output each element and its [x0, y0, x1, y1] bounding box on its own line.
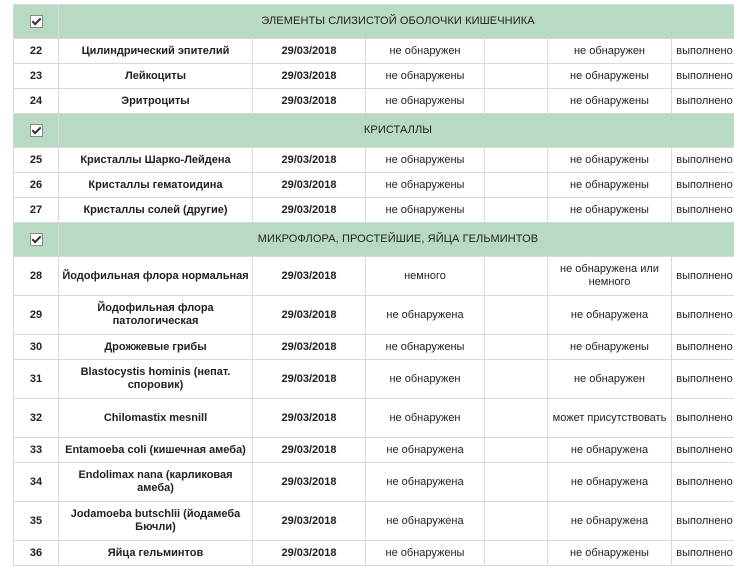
- empty-cell: [485, 296, 548, 335]
- test-status: выполнено: [672, 399, 734, 438]
- test-status: выполнено: [672, 360, 734, 399]
- reference-value: не обнаружена: [548, 502, 672, 541]
- reference-value: не обнаружена или немного: [548, 257, 672, 296]
- test-status: выполнено: [672, 463, 734, 502]
- table-row: [14, 148, 734, 173]
- test-name: Цилиндрический эпителий: [59, 39, 253, 64]
- row-number: 22: [14, 39, 59, 64]
- test-name: Эритроциты: [59, 89, 253, 114]
- test-result: не обнаружен: [366, 360, 485, 399]
- test-name: Йодофильная флора патологическая: [59, 296, 253, 335]
- table-row: [14, 198, 734, 223]
- test-result: не обнаружена: [366, 296, 485, 335]
- empty-cell: [485, 148, 548, 173]
- test-status: выполнено: [672, 438, 734, 463]
- test-result: не обнаружен: [366, 39, 485, 64]
- section-title: КРИСТАЛЛЫ: [59, 114, 734, 148]
- table-row: [14, 502, 734, 541]
- reference-value: не обнаружены: [548, 148, 672, 173]
- test-result: не обнаружены: [366, 89, 485, 114]
- table-row: [14, 438, 734, 463]
- test-status: выполнено: [672, 198, 734, 223]
- test-name: Дрожжевые грибы: [59, 335, 253, 360]
- section-title: МИКРОФЛОРА, ПРОСТЕЙШИЕ, ЯЙЦА ГЕЛЬМИНТОВ: [59, 223, 734, 257]
- test-date: 29/03/2018: [253, 399, 366, 438]
- test-result: немного: [366, 257, 485, 296]
- test-result: не обнаружены: [366, 148, 485, 173]
- test-status: выполнено: [672, 173, 734, 198]
- row-number: 34: [14, 463, 59, 502]
- row-number: 33: [14, 438, 59, 463]
- test-result: не обнаружена: [366, 502, 485, 541]
- row-number: 25: [14, 148, 59, 173]
- table-row: [14, 257, 734, 296]
- section-checkbox-cell: [14, 5, 59, 39]
- test-date: 29/03/2018: [253, 296, 366, 335]
- row-number: 30: [14, 335, 59, 360]
- table-row: [14, 463, 734, 502]
- reference-value: не обнаружена: [548, 296, 672, 335]
- test-date: 29/03/2018: [253, 198, 366, 223]
- section-header: [14, 5, 734, 39]
- test-date: 29/03/2018: [253, 64, 366, 89]
- section-checkbox[interactable]: [30, 15, 43, 28]
- test-date: 29/03/2018: [253, 39, 366, 64]
- test-name: Jodamoeba butschlii (йодамеба Бючли): [59, 502, 253, 541]
- table-row: [14, 335, 734, 360]
- test-status: выполнено: [672, 39, 734, 64]
- test-result: не обнаружены: [366, 541, 485, 566]
- row-number: 24: [14, 89, 59, 114]
- row-number: 36: [14, 541, 59, 566]
- table-row: [14, 39, 734, 64]
- row-number: 26: [14, 173, 59, 198]
- test-result: не обнаружены: [366, 198, 485, 223]
- section-checkbox-cell: [14, 114, 59, 148]
- empty-cell: [485, 399, 548, 438]
- test-name: Яйца гельминтов: [59, 541, 253, 566]
- test-name: Entamoeba coli (кишечная амеба): [59, 438, 253, 463]
- test-date: 29/03/2018: [253, 89, 366, 114]
- test-result: не обнаружены: [366, 64, 485, 89]
- test-name: Лейкоциты: [59, 64, 253, 89]
- test-result: не обнаружена: [366, 463, 485, 502]
- section-checkbox-cell: [14, 223, 59, 257]
- test-result: не обнаружена: [366, 438, 485, 463]
- test-status: выполнено: [672, 335, 734, 360]
- row-number: 23: [14, 64, 59, 89]
- test-status: выполнено: [672, 148, 734, 173]
- section-header: [14, 223, 734, 257]
- reference-value: не обнаружена: [548, 438, 672, 463]
- test-status: выполнено: [672, 502, 734, 541]
- empty-cell: [485, 335, 548, 360]
- test-result: не обнаружены: [366, 173, 485, 198]
- reference-value: не обнаружена: [548, 463, 672, 502]
- test-date: 29/03/2018: [253, 148, 366, 173]
- test-date: 29/03/2018: [253, 360, 366, 399]
- test-status: выполнено: [672, 64, 734, 89]
- test-date: 29/03/2018: [253, 502, 366, 541]
- empty-cell: [485, 64, 548, 89]
- empty-cell: [485, 89, 548, 114]
- row-number: 28: [14, 257, 59, 296]
- section-checkbox[interactable]: [30, 124, 43, 137]
- empty-cell: [485, 541, 548, 566]
- results-body: [14, 5, 734, 566]
- empty-cell: [485, 502, 548, 541]
- empty-cell: [485, 198, 548, 223]
- reference-value: может присутствовать: [548, 399, 672, 438]
- reference-value: не обнаружен: [548, 39, 672, 64]
- test-result: не обнаружен: [366, 399, 485, 438]
- row-number: 27: [14, 198, 59, 223]
- empty-cell: [485, 438, 548, 463]
- empty-cell: [485, 257, 548, 296]
- test-status: выполнено: [672, 541, 734, 566]
- test-name: Кристаллы гематоидина: [59, 173, 253, 198]
- table-row: [14, 541, 734, 566]
- reference-value: не обнаружены: [548, 198, 672, 223]
- test-name: Кристаллы солей (другие): [59, 198, 253, 223]
- section-checkbox[interactable]: [30, 233, 43, 246]
- test-date: 29/03/2018: [253, 257, 366, 296]
- test-name: Йодофильная флора нормальная: [59, 257, 253, 296]
- reference-value: не обнаружены: [548, 89, 672, 114]
- test-name: Blastocystis hominis (непат. споровик): [59, 360, 253, 399]
- results-table: [13, 4, 734, 566]
- test-status: выполнено: [672, 257, 734, 296]
- row-number: 35: [14, 502, 59, 541]
- test-date: 29/03/2018: [253, 463, 366, 502]
- test-date: 29/03/2018: [253, 541, 366, 566]
- table-row: [14, 360, 734, 399]
- reference-value: не обнаружены: [548, 335, 672, 360]
- test-date: 29/03/2018: [253, 438, 366, 463]
- reference-value: не обнаружены: [548, 173, 672, 198]
- test-name: Endolimax nana (карликовая амеба): [59, 463, 253, 502]
- test-name: Chilomastix mesnill: [59, 399, 253, 438]
- row-number: 29: [14, 296, 59, 335]
- table-row: [14, 296, 734, 335]
- section-title: ЭЛЕМЕНТЫ СЛИЗИСТОЙ ОБОЛОЧКИ КИШЕЧНИКА: [59, 5, 734, 39]
- test-status: выполнено: [672, 89, 734, 114]
- test-name: Кристаллы Шарко-Лейдена: [59, 148, 253, 173]
- reference-value: не обнаружены: [548, 64, 672, 89]
- test-status: выполнено: [672, 296, 734, 335]
- row-number: 31: [14, 360, 59, 399]
- reference-value: не обнаружены: [548, 541, 672, 566]
- section-header: [14, 114, 734, 148]
- reference-value: не обнаружен: [548, 360, 672, 399]
- empty-cell: [485, 360, 548, 399]
- empty-cell: [485, 173, 548, 198]
- table-row: [14, 399, 734, 438]
- row-number: 32: [14, 399, 59, 438]
- empty-cell: [485, 463, 548, 502]
- test-date: 29/03/2018: [253, 173, 366, 198]
- table-row: [14, 89, 734, 114]
- test-date: 29/03/2018: [253, 335, 366, 360]
- empty-cell: [485, 39, 548, 64]
- table-row: [14, 64, 734, 89]
- table-row: [14, 173, 734, 198]
- test-result: не обнаружены: [366, 335, 485, 360]
